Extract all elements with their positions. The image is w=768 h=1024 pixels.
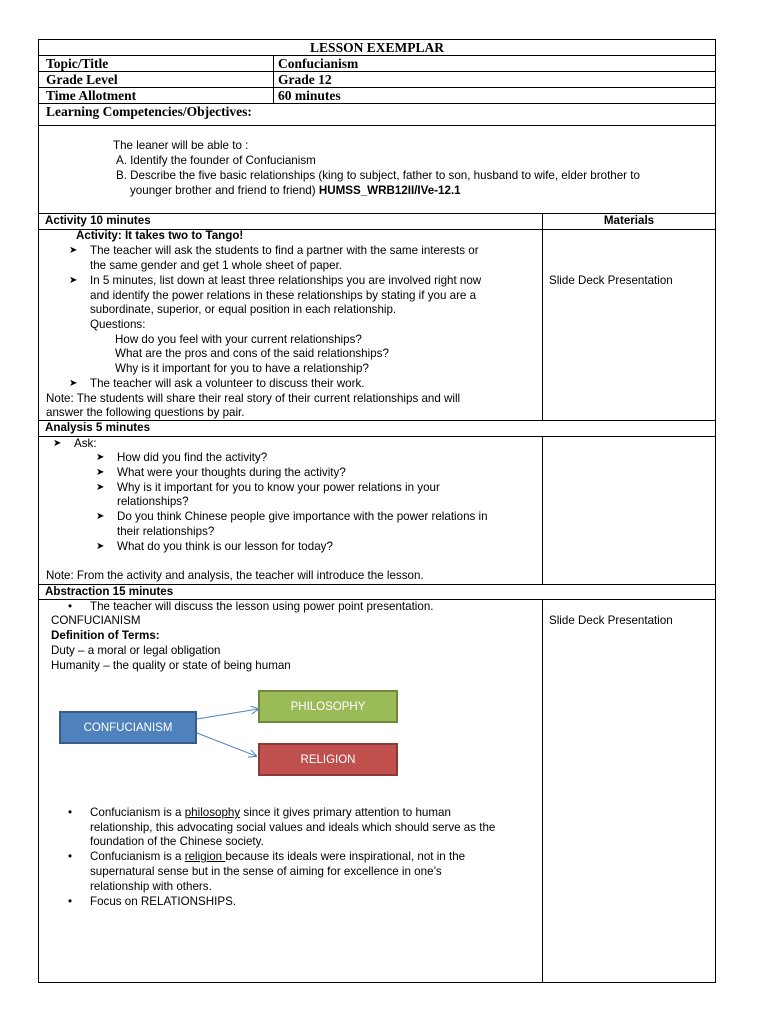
activity-bullet-2-cont: and identify the power relations in these relationships by stating if you are a [90,289,477,302]
time-label: Time Allotment [46,88,137,103]
arrow-bullet-icon: ➤ [96,541,105,552]
analysis-question: How did you find the activity? [117,451,268,464]
objectives-label: Learning Competencies/Objectives: [46,104,252,119]
dot-bullet-icon: • [68,600,73,613]
arrow-bullet-icon: ➤ [96,482,105,493]
arrow-bullet-icon: ➤ [96,452,105,463]
arrow-bullet-icon: ➤ [53,438,62,449]
arrow-bullet-icon: ➤ [96,467,105,478]
activity-note-cont: answer the following questions by pair. [46,406,245,419]
abstraction-bullet: The teacher will discuss the lesson using power point presentation. [90,600,434,613]
arrow-bullet-icon: ➤ [69,378,78,389]
diagram-philosophy-box: PHILOSOPHY [258,690,398,723]
point-religion-cont: supernatural sense but in the sense of aiming for excellence in one’s [90,865,442,878]
objectives-intro: The leaner will be able to : [113,139,249,152]
analysis-note: Note: From the activity and analysis, the teacher will introduce the lesson. [46,569,424,582]
activity-bullet-2-cont: subordinate, superior, or equal position in each relationship. [90,303,397,316]
time-value: 60 minutes [278,88,341,103]
activity-header: Activity 10 minutes [45,214,151,227]
competency-code: HUMSS_WRB12II/IVe-12.1 [318,184,461,197]
abstraction-topic: CONFUCIANISM [51,614,141,627]
arrow-bullet-icon: ➤ [69,275,78,286]
analysis-question: Why is it important for you to know your power relations in your [117,481,440,494]
materials-header: Materials [603,214,655,227]
topic-value: Confucianism [278,56,359,71]
dot-bullet-icon: • [68,806,73,819]
diagram-confucianism-box: CONFUCIANISM [59,711,197,744]
definitions-label: Definition of Terms: [51,629,160,642]
arrow-to-philosophy [197,709,258,719]
topic-label: Topic/Title [46,56,109,71]
diagram-religion-box: RELIGION [258,743,398,776]
activity-question: Why is it important for you to have a relationship? [115,362,369,375]
activity-question: How do you feel with your current relationships? [115,333,362,346]
grade-value: Grade 12 [278,72,332,87]
objective-b-line1: B. Describe the five basic relationships (king to subject, father to son, husband to wife, elder brother to [116,169,640,182]
abstraction-header: Abstraction 15 minutes [45,585,174,598]
activity-bullet-3: The teacher will ask a volunteer to discuss their work. [90,377,365,390]
point-religion: Confucianism is a religion because its ideals were inspirational, not in the [90,850,466,863]
arrow-bullet-icon: ➤ [96,511,105,522]
activity-note: Note: The students will share their real story of their current relationships and will [46,392,461,405]
dot-bullet-icon: • [68,850,73,863]
activity-bullet-2: In 5 minutes, list down at least three relationships you are involved right now [90,274,482,287]
activity-subtitle: Activity: It takes two to Tango! [76,229,244,242]
analysis-ask: Ask: [74,437,97,450]
page-title: LESSON EXEMPLAR [310,40,444,55]
definition-duty: Duty – a moral or legal obligation [51,644,221,657]
point-philosophy-cont: relationship, this advocating social values and ideals which should serve as the [90,821,496,834]
analysis-question: What were your thoughts during the activity? [117,466,346,479]
point-philosophy-cont: foundation of the Chinese society. [90,835,264,848]
definition-humanity: Humanity – the quality or state of being human [51,659,291,672]
analysis-question-cont: their relationships? [117,525,215,538]
objective-b-line2: younger brother and friend to friend) HUMSS_WRB12II/IVe-12.1 [130,184,461,197]
activity-bullet-1: The teacher will ask the students to find a partner with the same interests or [90,244,479,257]
activity-question: What are the pros and cons of the said relationships? [115,347,389,360]
dot-bullet-icon: • [68,895,73,908]
analysis-question: What do you think is our lesson for today? [117,540,333,553]
point-religion-cont: relationship with others. [90,880,212,893]
point-relationships: Focus on RELATIONSHIPS. [90,895,237,908]
analysis-question: Do you think Chinese people give importance with the power relations in [117,510,488,523]
questions-label: Questions: [90,318,146,331]
arrow-bullet-icon: ➤ [69,245,78,256]
activity-materials: Slide Deck Presentation [549,274,673,287]
grade-label: Grade Level [46,72,118,87]
activity-bullet-1-cont: the same gender and get 1 whole sheet of paper. [90,259,343,272]
point-philosophy: Confucianism is a philosophy since it gives primary attention to human [90,806,451,819]
analysis-header: Analysis 5 minutes [45,421,151,434]
abstraction-materials: Slide Deck Presentation [549,614,673,627]
analysis-question-cont: relationships? [117,495,189,508]
objective-a: A. Identify the founder of Confucianism [116,154,316,167]
arrow-to-religion [197,733,256,756]
